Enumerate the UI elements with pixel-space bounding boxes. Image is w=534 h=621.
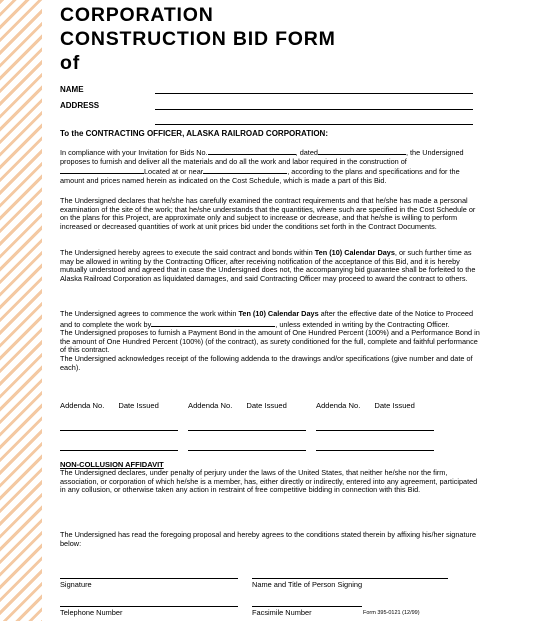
project-field[interactable]	[60, 166, 144, 174]
p3-text-bold: Ten (10) Calendar Days	[314, 248, 395, 257]
addenda-date-label: Date Issued	[246, 401, 287, 410]
bid-paragraph-2: The Undersigned declares that he/she has carefully examined the contract requirements and that he/she has made a personal examination of the site of the work; that he/she understands that the quantities, where such are specified in the Cost Schedule or on the plans for this Project, are approximate only and subject to increase or decrease, and that he/she is willing to perform increased or decreased quantities of work at unit prices bid under the conditions set forth in the Contract Documents.	[60, 196, 476, 231]
addenda-headers-1	[60, 401, 173, 410]
address-field[interactable]	[155, 109, 473, 110]
p4-text-d: , unless extended in writing by the Contracting Officer.	[275, 319, 450, 329]
p1-text-c: , the Undersigned proposes to furnish and deliver all the materials and do all the work and labor required in the construction of	[60, 148, 464, 166]
completion-date-field[interactable]	[151, 319, 275, 327]
p4-text-bold: Ten (10) Calendar Days	[238, 309, 319, 318]
p4-text-e: The Undersigned proposes to furnish a Payment Bond in the amount of One Hundred Percent (100%) and a Performance Bond in the amount of One Hundred Percent (100%) (of the contract), as surety conditioned for the full, complete and faithful performance of this contract.	[60, 328, 480, 355]
p1-text-a: In compliance with your Invitation for Bids No.	[60, 148, 208, 157]
title-line-1: CORPORATION	[60, 4, 214, 26]
p3-text-a: The Undersigned hereby agrees to execute the said contract and bonds within	[60, 248, 315, 257]
addressee-heading: To the CONTRACTING OFFICER, ALASKA RAILROAD CORPORATION:	[60, 129, 328, 138]
decorative-stripe	[0, 0, 42, 621]
addenda-number-label: Addenda No.	[60, 401, 105, 410]
addenda-line[interactable]	[316, 430, 434, 431]
addenda-line[interactable]	[60, 430, 178, 431]
addenda-date-label: Date Issued	[118, 401, 159, 410]
addenda-line[interactable]	[188, 430, 306, 431]
signature-line[interactable]	[60, 578, 238, 579]
bid-paragraph-4	[60, 310, 480, 372]
addenda-number-label: Addenda No.	[188, 401, 233, 410]
location-field[interactable]	[203, 166, 287, 174]
name-title-line[interactable]	[252, 578, 448, 579]
facsimile-label: Facsimile Number	[252, 608, 312, 617]
facsimile-line[interactable]	[252, 606, 362, 607]
p4-text-a: The Undersigned agrees to commence the work within	[60, 309, 239, 318]
name-field[interactable]	[155, 93, 473, 94]
affidavit-heading: NON-COLLUSION AFFIDAVIT	[60, 460, 164, 469]
name-title-label: Name and Title of Person Signing	[252, 580, 363, 589]
addenda-headers-3	[316, 401, 429, 410]
bid-number-field[interactable]	[208, 147, 296, 155]
bid-date-field[interactable]	[318, 147, 406, 155]
addenda-line[interactable]	[188, 450, 306, 451]
title-line-3: of	[60, 52, 81, 74]
form-number: Form 395-0121 (12/99)	[363, 610, 420, 616]
addenda-number-label: Addenda No.	[316, 401, 361, 410]
p3-text-c: , or such further time as may be allowed in writing by the Contracting Officer, after receiving notification of the acceptance of this Bid, and it is hereby mutually understood and agreed that in case the Undersigned does not, the accompanying bid guarantee shall be forfeited to the Alaska Railroad Corporation as liquidated damages, and said Contracting Officer may proceed to award the contract to others.	[60, 248, 476, 283]
address-field-2[interactable]	[155, 124, 473, 125]
p1-text-b: , dated	[295, 148, 318, 157]
closing-text: The Undersigned has read the foregoing proposal and hereby agrees to the conditions stated therein by affixing his/her signature below:	[60, 530, 477, 548]
bid-paragraph-3	[60, 249, 480, 283]
p4-text-c: after the effective date of the Notice to Proceed and to complete the work by	[60, 309, 474, 329]
address-label: ADDRESS	[60, 101, 100, 110]
telephone-line[interactable]	[60, 606, 238, 607]
name-label: NAME	[60, 85, 84, 94]
title-line-2: CONSTRUCTION BID FORM	[60, 28, 336, 50]
bid-paragraph-1	[60, 147, 480, 185]
addenda-headers-2	[188, 401, 301, 410]
addenda-line[interactable]	[316, 450, 434, 451]
p4-text-f: The Undersigned acknowledges receipt of the following addenda to the drawings and/or specifications (give number and date of each).	[60, 353, 473, 372]
signature-label: Signature	[60, 580, 92, 589]
addenda-date-label: Date Issued	[374, 401, 415, 410]
telephone-label: Telephone Number	[60, 608, 123, 617]
p1-text-d: Located at or near	[144, 167, 204, 177]
p1-text-e: , according to the plans and specifications and for the amount and prices named herein as indicated on the Cost Schedule, which is made a part of this Bid.	[60, 167, 460, 185]
affidavit-text: The Undersigned declares, under penalty of perjury under the laws of the United States, that neither he/she nor the firm, association, or corporation of which he/she is a member, has, either directly or indirectly, entered into any agreement, participated in any collusion, or otherwise taken any action in restraint of free competitive bidding in connection with this Bid.	[60, 468, 478, 495]
addenda-line[interactable]	[60, 450, 178, 451]
